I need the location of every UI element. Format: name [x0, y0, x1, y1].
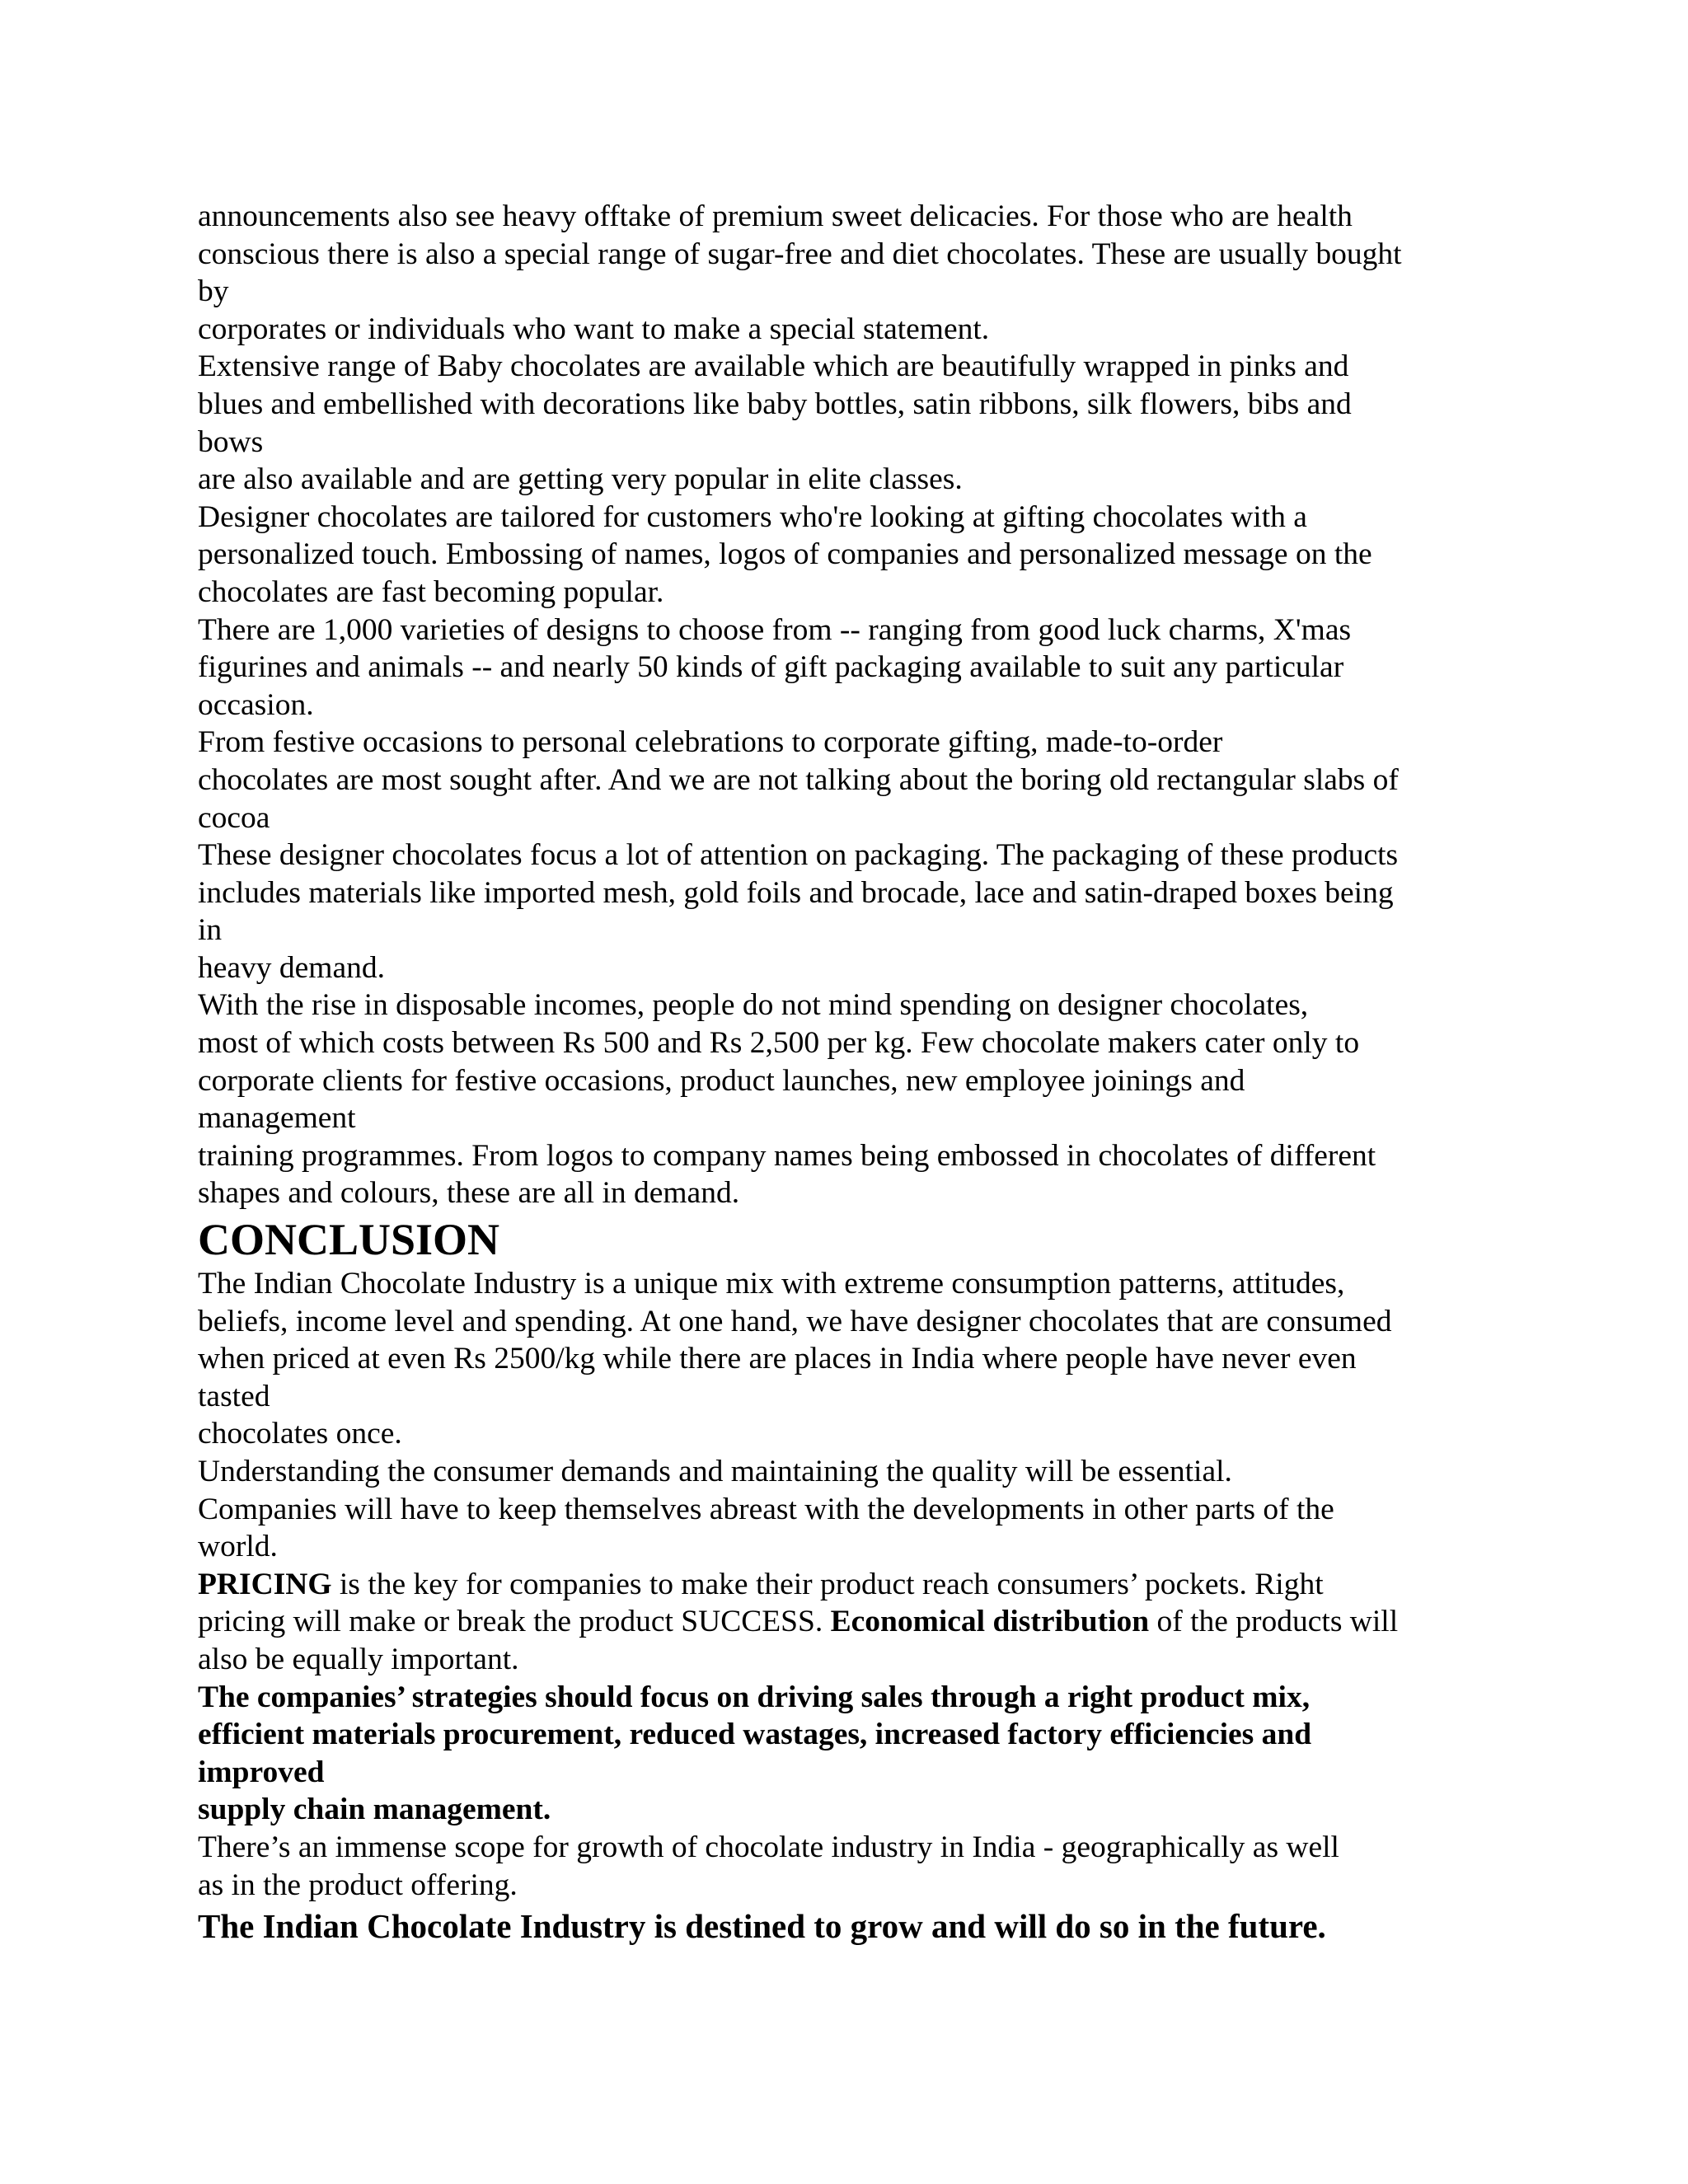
text-line: [198, 1566, 1500, 1604]
text-line: There’s an immense scope for growth of chocolate industry in India - geographically as well: [198, 1830, 1339, 1864]
text-line: most of which costs between Rs 500 and Rs 2,500 per kg. Few chocolate makers cater only to: [198, 1026, 1360, 1061]
text-line: chocolates are most sought after. And we are not talking about the boring old rectangular slabs of: [198, 762, 1399, 797]
text-line: by: [198, 274, 229, 309]
text-line: Understanding the consumer demands and maintaining the quality will be essential.: [198, 1455, 1232, 1488]
conclusion-heading: CONCLUSION: [198, 1215, 500, 1265]
text-line: beliefs, income level and spending. At one hand, we have designer chocolates that are consumed: [198, 1304, 1392, 1338]
paragraph-pricing: [198, 1566, 1500, 1679]
text-line: tasted: [198, 1379, 270, 1413]
paragraph-consumer-demands: [198, 1453, 1500, 1566]
text-line: also be equally important.: [198, 1642, 519, 1676]
text-line: From festive occasions to personal celebrations to corporate gifting, made-to-order: [198, 725, 1223, 760]
text-line: chocolates are fast becoming popular.: [198, 574, 664, 609]
text-line: in: [198, 913, 223, 948]
text-line: bows: [198, 424, 264, 459]
text-line: Companies will have to keep themselves abreast with the developments in other parts of the: [198, 1492, 1334, 1526]
paragraph-strategies: [198, 1679, 1500, 1829]
text-line: shapes and colours, these are all in demand.: [198, 1176, 740, 1211]
text-line: With the rise in disposable incomes, people do not mind spending on designer chocolates,: [198, 988, 1309, 1023]
text-line: conscious there is also a special range of sugar-free and diet chocolates. These are usually bought: [198, 237, 1402, 271]
text-line: are also available and are getting very popular in elite classes.: [198, 462, 963, 497]
text-line: as in the product offering.: [198, 1868, 518, 1902]
text-line: The companies’ strategies should focus on driving sales through a right product mix,: [198, 1680, 1311, 1714]
text-line: supply chain management.: [198, 1793, 551, 1827]
text-line: occasion.: [198, 687, 314, 722]
pricing-keyword: PRICING: [198, 1567, 332, 1601]
text-line: efficient materials procurement, reduced wastages, increased factory efficiencies and: [198, 1718, 1312, 1752]
paragraph-packaging: [198, 837, 1500, 987]
text-line: management: [198, 1101, 356, 1136]
text-line: Designer chocolates are tailored for customers who're looking at gifting chocolates with a: [198, 499, 1307, 534]
text-line: corporate clients for festive occasions, product launches, new employee joinings and: [198, 1063, 1245, 1098]
text-line: Extensive range of Baby chocolates are available which are beautifully wrapped in pinks and: [198, 349, 1349, 384]
final-statement: The Indian Chocolate Industry is destined to grow and will do so in the future.: [198, 1907, 1326, 1946]
text-line: heavy demand.: [198, 950, 385, 985]
paragraph-baby-chocolates: [198, 348, 1500, 498]
paragraph-sweet-delicacies: [198, 198, 1500, 348]
text-line: There are 1,000 varieties of designs to choose from -- ranging from good luck charms, X'mas: [198, 612, 1352, 647]
text-line: corporates or individuals who want to make a special statement.: [198, 312, 990, 346]
text-span: of the products will: [1149, 1605, 1399, 1639]
text-line: training programmes. From logos to company names being embossed in chocolates of different: [198, 1138, 1376, 1173]
text-line: figurines and animals -- and nearly 50 kinds of gift packaging available to suit any particular: [198, 650, 1344, 685]
text-line: The Indian Chocolate Industry is a unique mix with extreme consumption patterns, attitudes,: [198, 1267, 1345, 1301]
text-line: improved: [198, 1755, 325, 1789]
text-line: world.: [198, 1530, 278, 1564]
text-line: personalized touch. Embossing of names, logos of companies and personalized message on the: [198, 537, 1372, 572]
text-line: cocoa: [198, 800, 270, 835]
text-line: includes materials like imported mesh, gold foils and brocade, lace and satin-draped boxes being: [198, 875, 1394, 910]
text-line: These designer chocolates focus a lot of attention on packaging. The packaging of these products: [198, 838, 1399, 873]
page-content: [198, 198, 1500, 1947]
paragraph-designer-chocolates: [198, 499, 1500, 612]
paragraph-industry-mix: [198, 1265, 1500, 1453]
text-line: chocolates once.: [198, 1417, 402, 1451]
paragraph-made-to-order: [198, 724, 1500, 837]
paragraph-growth-scope: [198, 1829, 1500, 1904]
text-line: blues and embellished with decorations like baby bottles, satin ribbons, silk flowers, bibs and: [198, 387, 1352, 421]
text-span: is the key for companies to make their product reach consumers’ pockets. Right: [331, 1567, 1324, 1601]
paragraph-disposable-incomes: [198, 987, 1500, 1212]
text-line: announcements also see heavy offtake of premium sweet delicacies. For those who are health: [198, 199, 1353, 233]
distribution-keyword: Economical distribution: [830, 1605, 1150, 1639]
text-line: when priced at even Rs 2500/kg while there are places in India where people have never even: [198, 1342, 1357, 1376]
text-line: [198, 1603, 1500, 1641]
paragraph-design-varieties: [198, 612, 1500, 724]
text-span: pricing will make or break the product SUCCESS.: [198, 1605, 831, 1639]
